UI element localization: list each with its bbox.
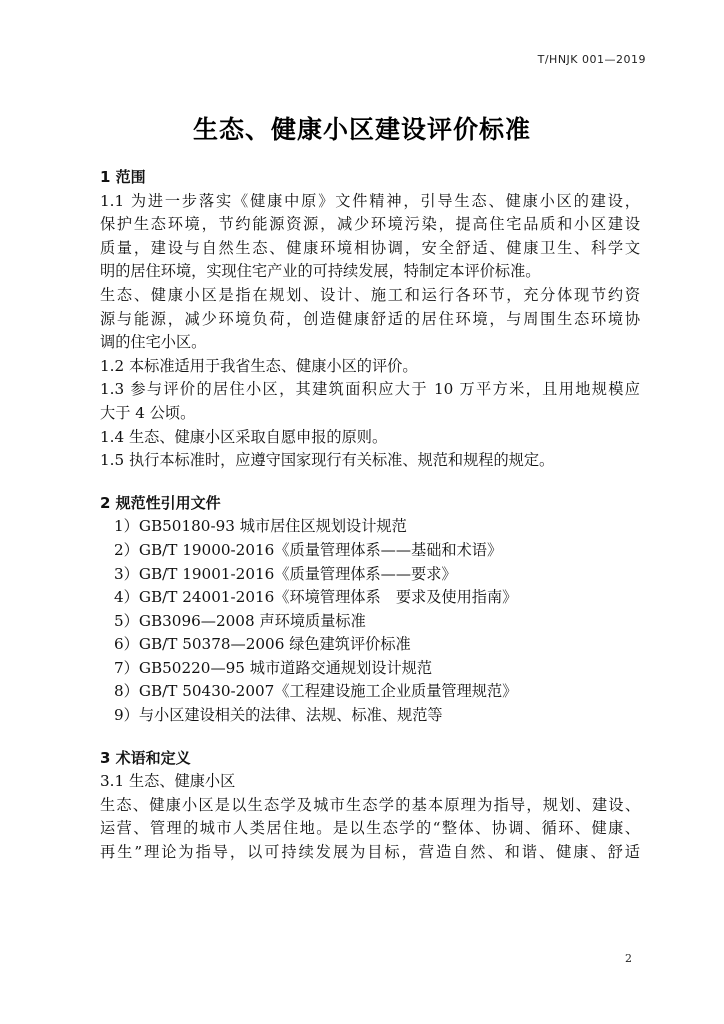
para-1-2: 1.2 本标准适用于我省生态、健康小区的评价。 [100, 356, 418, 375]
reference-item: 4）GB/T 24001-2016《环境管理体系 要求及使用指南》 [114, 588, 518, 607]
reference-item: 1）GB50180-93 城市居住区规划设计规范 [114, 517, 407, 536]
section-gap [100, 473, 640, 492]
para-3-1-line-1: 生态、健康小区是以生态学及城市生态学的基本原理为指导，规划、建设、 [100, 795, 640, 814]
definition-para-line-3: 调的住宅小区。 [100, 333, 207, 352]
reference-item: 9）与小区建设相关的法律、法规、标准、规范等 [114, 706, 443, 725]
para-1-1-line-2: 保护生态环境，节约能源资源，减少环境污染，提高住宅品质和小区建设 [100, 215, 640, 234]
para-1-3-line-2: 大于 4 公顷。 [100, 403, 196, 422]
reference-item: 8）GB/T 50430-2007《工程建设施工企业质量管理规范》 [114, 682, 518, 701]
para-1-5: 1.5 执行本标准时，应遵守国家现行有关标准、规范和规程的规定。 [100, 451, 555, 470]
subsection-3-1: 3.1 生态、健康小区 [100, 772, 236, 791]
definition-para-line-1: 生态、健康小区是指在规划、设计、施工和运行各环节，充分体现节约资 [100, 285, 640, 304]
section-gap [100, 728, 640, 747]
document-body [100, 166, 640, 865]
document-title: 生态、健康小区建设评价标准 [192, 115, 531, 144]
para-1-3-line-1: 1.3 参与评价的居住小区，其建筑面积应大于 10 万平方米，且用地规模应 [100, 380, 640, 399]
reference-item: 3）GB/T 19001-2016《质量管理体系——要求》 [114, 564, 457, 583]
para-3-1-line-3: 再生”理论为指导，以可持续发展为目标，营造自然、和谐、健康、舒适 [100, 843, 640, 862]
standard-code: T/HNJK 001—2019 [537, 53, 646, 66]
section-1-heading: 1 范围 [100, 168, 146, 186]
reference-item: 7）GB50220—95 城市道路交通规划设计规范 [114, 658, 433, 677]
para-1-1-line-3: 质量，建设与自然生态、健康环境相协调，安全舒适、健康卫生、科学文 [100, 238, 640, 257]
reference-item: 6）GB/T 50378—2006 绿色建筑评价标准 [114, 635, 411, 654]
para-1-1-line-4: 明的居住环境，实现住宅产业的可持续发展，特制定本评价标准。 [100, 262, 541, 281]
section-3-heading: 3 术语和定义 [100, 748, 191, 767]
section-2-heading: 2 规范性引用文件 [100, 493, 221, 512]
para-3-1-line-2: 运营、管理的城市人类居住地。是以生态学的“整体、协调、循环、健康、 [100, 819, 640, 838]
reference-item: 5）GB3096—2008 声环境质量标准 [114, 611, 366, 630]
para-1-4: 1.4 生态、健康小区采取自愿申报的原则。 [100, 427, 388, 446]
para-1-1-line-1: 1.1 为进一步落实《健康中原》文件精神，引导生态、健康小区的建设， [100, 191, 640, 210]
reference-item: 2）GB/T 19000-2016《质量管理体系——基础和术语》 [114, 540, 503, 559]
page-number: 2 [625, 952, 632, 965]
definition-para-line-2: 源与能源，减少环境负荷，创造健康舒适的居住环境，与周围生态环境协 [100, 309, 640, 328]
